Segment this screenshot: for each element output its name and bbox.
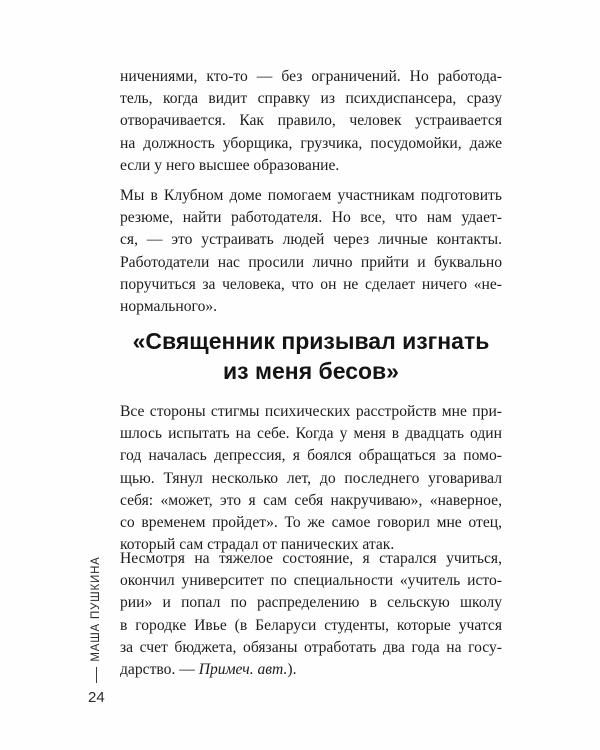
text-line: отворачивается. Как правило, человек устраивается (120, 112, 502, 130)
chapter-heading (120, 326, 502, 386)
text-line: шлось испытать на себе. Когда у меня в двадцать один (120, 425, 502, 443)
page-number: 24 (88, 689, 105, 706)
text-line: ся, — это устраивать людей через личные контакты. (120, 231, 502, 249)
text-line: на должность уборщика, грузчика, посудомойки, даже (120, 134, 502, 152)
text-line: рии» и попал по распределению в сельскую школу (120, 594, 502, 612)
text-line: поручиться за человека, что он не сделает ничего «не- (120, 275, 502, 293)
heading-line: из меня бесов» (223, 358, 399, 384)
text-line (120, 659, 502, 681)
heading-line: «Священник призывал изгнать (132, 328, 490, 354)
running-head (89, 555, 103, 663)
author-note: Примеч. авт. (198, 661, 288, 679)
running-head-divider (96, 667, 97, 683)
text-line: себя: «может, это я сам себя накручиваю», «наверное, (120, 491, 502, 509)
text-line: Работодатели нас просили лично прийти и буквально (120, 253, 502, 271)
text-line: тель, когда видит справку из психдиспансера, сразу (120, 90, 502, 108)
text-line: если у него высшее образование. (120, 156, 340, 174)
text-line: который сам страдал от панических атак. (120, 536, 395, 554)
text-fragment: дарство. — (120, 661, 199, 679)
text-line: ничениями, кто-то — без ограничений. Но работода- (120, 68, 502, 85)
text-line: нормального». (120, 298, 218, 316)
text-line: в городке Ивье (в Беларуси студенты, которые учатся (120, 616, 502, 634)
text-line: за счет бюджета, обязаны отработать два года на госу- (120, 638, 502, 656)
text-line: окончил университет по специальности «учитель исто- (120, 572, 502, 590)
text-line: Мы в Клубном доме помогаем участникам подготовить (120, 187, 502, 204)
running-head-text: МАША ПУШКИНА (90, 556, 102, 662)
paragraph-1 (120, 66, 502, 177)
paragraph-4 (120, 548, 502, 681)
text-line: Несмотря на тяжелое состояние, я старался учиться, (120, 550, 502, 567)
text-line: год началась депрессия, я боялся обращаться за помо- (120, 447, 502, 465)
text-fragment: ). (287, 661, 297, 679)
paragraph-2 (120, 185, 502, 318)
text-line: Все стороны стигмы психических расстройств мне при- (120, 403, 502, 420)
text-line: щью. Тянул несколько лет, до последнего уговаривал (120, 469, 502, 487)
text-line: со временем пройдет». То же самое говорил мне отец, (120, 514, 502, 532)
text-line: резюме, найти работодателя. Но все, что нам удает- (120, 209, 502, 227)
paragraph-3 (120, 401, 502, 556)
